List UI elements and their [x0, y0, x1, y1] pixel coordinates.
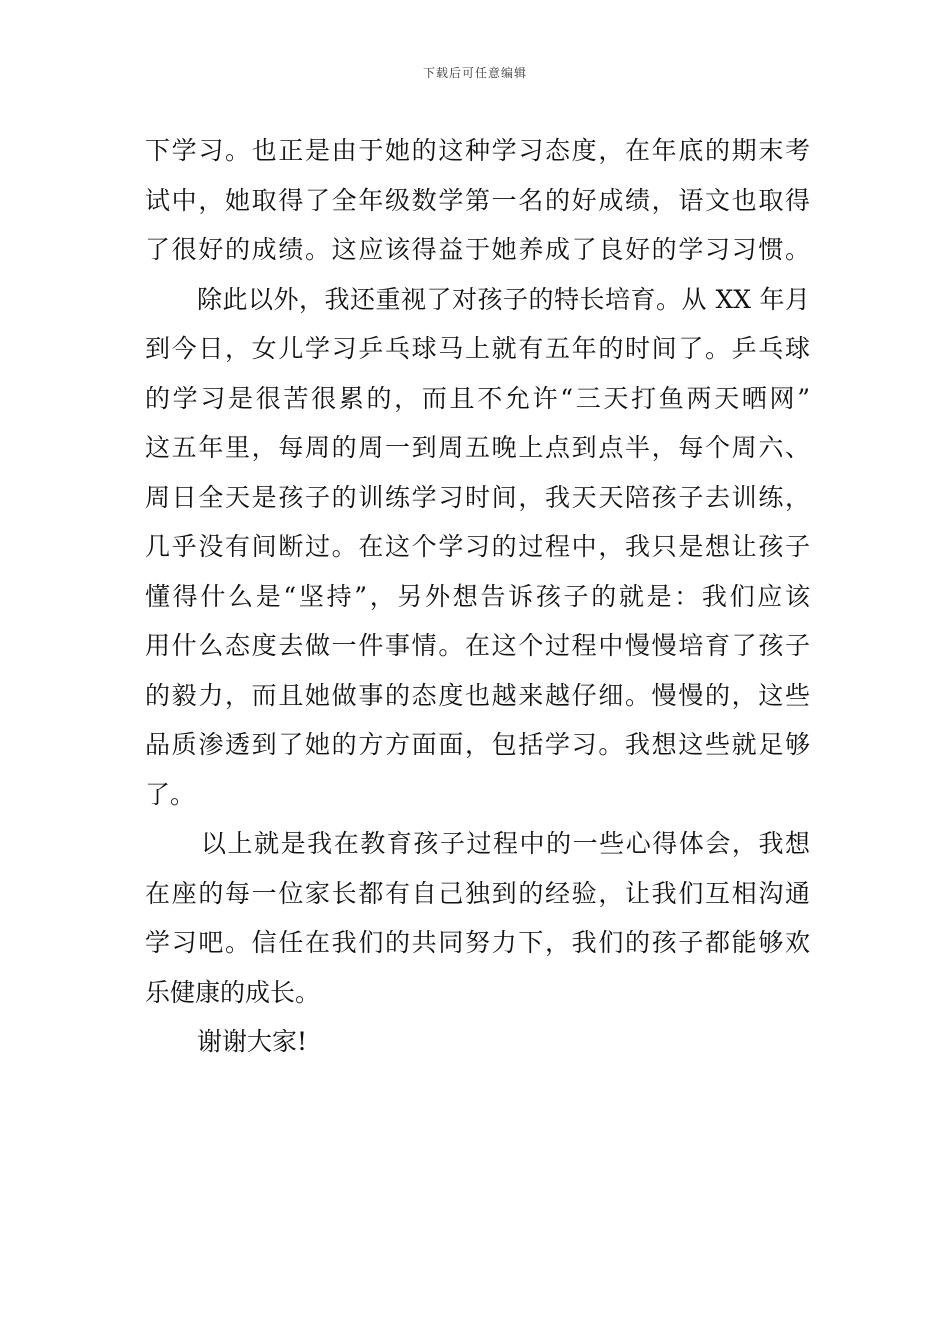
- closing-line: 谢谢大家!: [197, 1027, 308, 1056]
- text-line: 的毅力，而且她做事的态度也越来越仔细。慢慢的，这些: [145, 680, 810, 710]
- paragraph-4: [145, 1017, 810, 1067]
- page-header: 下载后可任意编辑: [422, 66, 527, 80]
- text-line: 品质渗透到了她的方方面面，包括学习。我想这些就足够: [145, 730, 810, 759]
- paragraph-3: [145, 819, 810, 1017]
- text-line: 以上就是我在教育孩子过程中的一些心得体会，我想: [201, 829, 810, 858]
- text-line: 乐健康的成长。: [145, 977, 321, 1007]
- text-line: 周日全天是孩子的训练学习时间，我天天陪孩子去训练，: [145, 482, 810, 512]
- text-line: 的学习是很苦很累的，而且不允许“三天打鱼两天晒网”: [145, 383, 810, 413]
- text-line: 了。: [145, 779, 196, 809]
- paragraph-1: [145, 126, 810, 275]
- text-line: 这五年里，每周的周一到周五晚上点到点半，每个周六、: [145, 433, 810, 462]
- text-line: 了很好的成绩。这应该得益于她养成了良好的学习习惯。: [145, 235, 810, 264]
- text-line: 试中，她取得了全年级数学第一名的好成绩，语文也取得: [145, 185, 810, 215]
- text-line: 到今日，女儿学习乒乓球马上就有五年的时间了。乒乓球: [145, 334, 810, 363]
- text-line: 下学习。也正是由于她的这种学习态度，在年底的期末考: [145, 136, 810, 165]
- text-line: 懂得什么是“坚持”，另外想告诉孩子的就是：我们应该: [145, 581, 810, 611]
- text-line: 几乎没有间断过。在这个学习的过程中，我只是想让孩子: [145, 532, 810, 561]
- text-line: 用什么态度去做一件事情。在这个过程中慢慢培育了孩子: [145, 631, 810, 660]
- document-body: [145, 126, 810, 1067]
- text-line: 除此以外，我还重视了对孩子的特长培育。从 XX 年月: [197, 284, 810, 314]
- text-line: 学习吧。信任在我们的共同努力下，我们的孩子都能够欢: [145, 928, 810, 957]
- paragraph-2: [145, 275, 810, 820]
- text-line: 在座的每一位家长都有自己独到的经验，让我们互相沟通: [145, 878, 810, 908]
